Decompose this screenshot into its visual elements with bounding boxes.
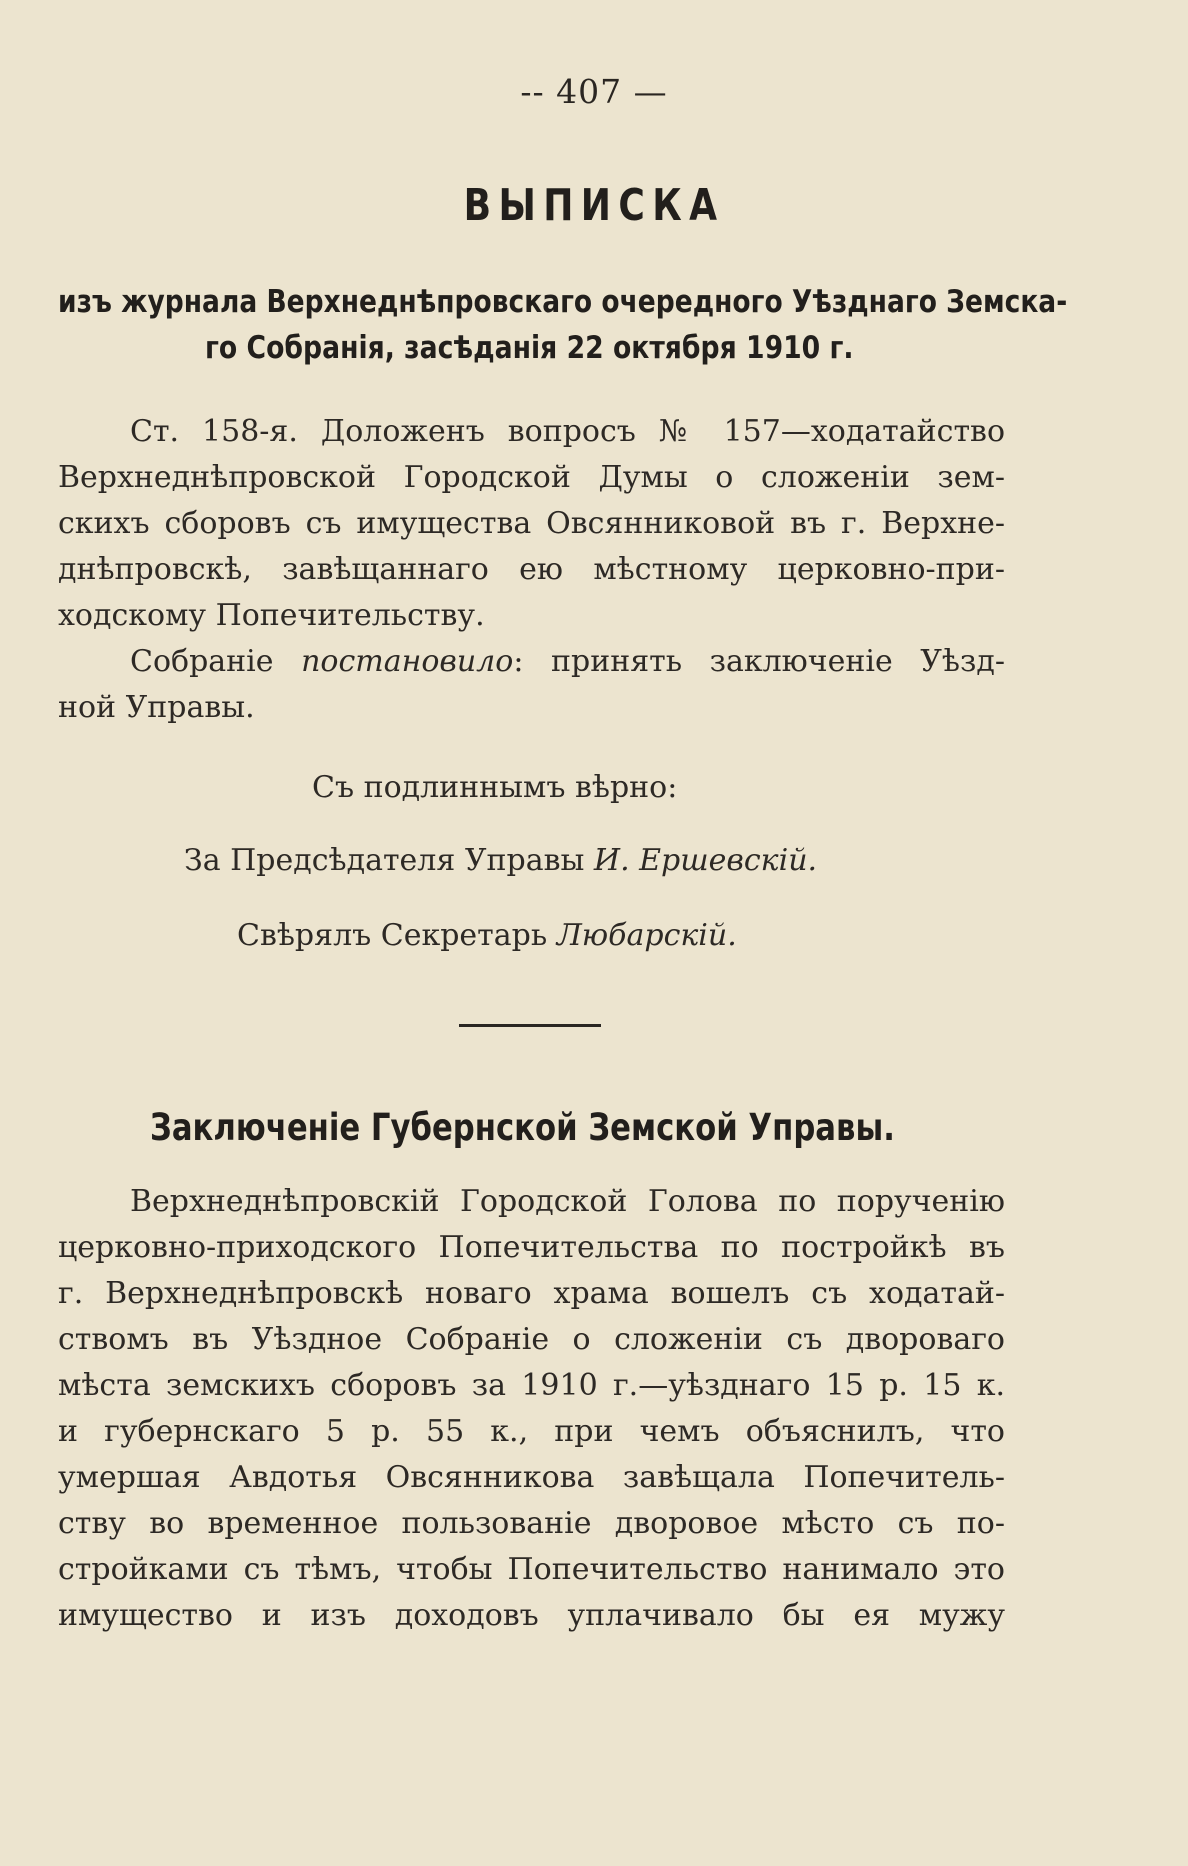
paragraph1-line-5: ходскому Попечительству. (58, 598, 485, 633)
paragraph3-line-2: церковно-приходского Попечительства по постройкѣ въ (58, 1230, 1005, 1265)
paragraph3-line-1: Верхнеднѣпровскій Городской Голова по порученію (130, 1184, 1005, 1219)
signature-secretary-label: Свѣрялъ Секретарь (237, 918, 548, 953)
signature-secretary (237, 918, 737, 953)
subtitle-line-2: го Собранія, засѣданія 22 октября 1910 г. (205, 330, 854, 366)
paragraph2-line-2: ной Управы. (58, 690, 255, 725)
signature-chairman-label: За Предсѣдателя Управы (184, 843, 585, 878)
section-heading: Заключеніе Губернской Земской Управы. (150, 1106, 895, 1149)
signature-chairman-name: И. Ершевскій. (593, 843, 818, 878)
section-divider (459, 1024, 601, 1027)
signature-secretary-name: Любарскій. (556, 918, 737, 953)
signature-chairman (184, 843, 817, 878)
paragraph3-line-10: имущество и изъ доходовъ уплачивало бы ея мужу (58, 1598, 1005, 1633)
paragraph1-line-1: Ст. 158-я. Доложенъ вопросъ № 157—ходатайство (130, 414, 1005, 449)
paragraph2-post: : принять заключеніе Уѣзд- (513, 644, 1005, 679)
paragraph3-line-6: и губернскаго 5 р. 55 к., при чемъ объяснилъ, что (58, 1414, 1005, 1449)
paragraph3-line-8: ству во временное пользованіе дворовое мѣсто съ по- (58, 1506, 1005, 1541)
paragraph2-italic: постановило (301, 644, 514, 679)
attestation-text: Съ подлиннымъ вѣрно: (312, 770, 678, 805)
paragraph3-line-9: стройками съ тѣмъ, чтобы Попечительство нанимало это (58, 1552, 1005, 1587)
paragraph1-line-3: скихъ сборовъ съ имущества Овсянниковой въ г. Верхне- (58, 506, 1005, 541)
paragraph3-line-7: умершая Авдотья Овсянникова завѣщала Попечитель- (58, 1460, 1005, 1495)
subtitle-line-1: изъ журнала Верхнеднѣпровскаго очередного Уѣзднаго Земска- (58, 284, 1068, 320)
paragraph3-line-4: ствомъ въ Уѣздное Собраніе о сложеніи съ двороваго (58, 1322, 1005, 1357)
paragraph1-line-4: днѣпровскѣ, завѣщаннаго ею мѣстному церковно-при- (58, 552, 1005, 587)
paragraph2-line-1 (130, 644, 1005, 679)
paragraph1-line-2: Верхнеднѣпровской Городской Думы о сложеніи зем- (58, 460, 1005, 495)
document-title: ВЫПИСКА (463, 180, 725, 231)
paragraph3-line-3: г. Верхнеднѣпровскѣ новаго храма вошелъ съ ходатай- (58, 1276, 1005, 1311)
paragraph3-line-5: мѣста земскихъ сборовъ за 1910 г.—уѣзднаго 15 р. 15 к. (58, 1368, 1005, 1403)
paragraph2-pre: Собраніе (130, 644, 274, 679)
page-number: -- 407 — (520, 72, 668, 111)
